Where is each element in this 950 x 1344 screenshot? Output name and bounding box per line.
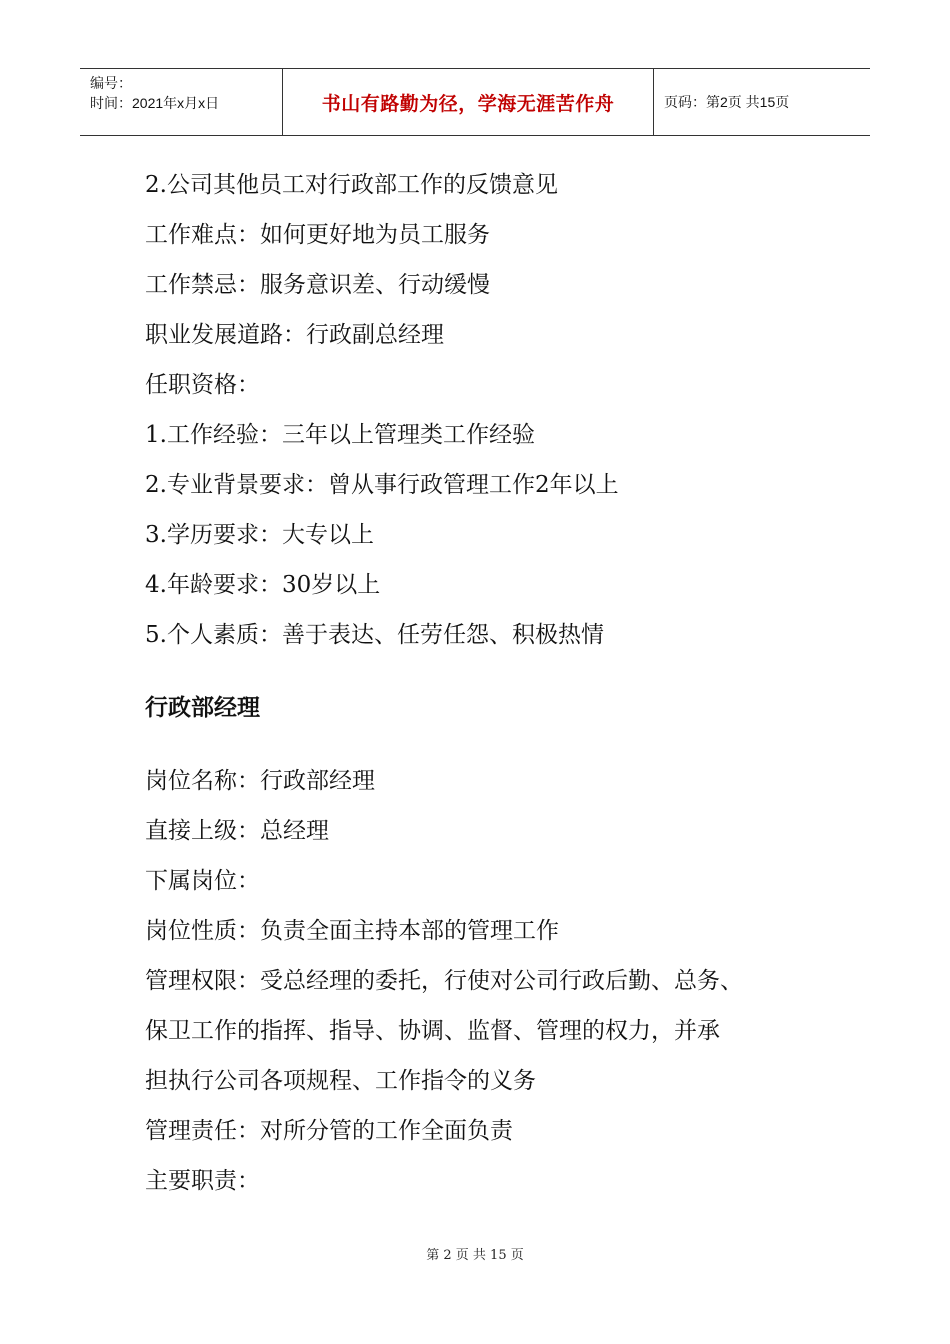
body-line: 保卫工作的指挥、指导、协调、监督、管理的权力，并承: [145, 1018, 720, 1044]
section-heading: 行政部经理: [145, 695, 260, 721]
document-header: [80, 68, 870, 136]
page-footer: 第 2 页 共 15 页: [426, 1248, 524, 1263]
body-line: 5.个人素质：善于表达、任劳任怨、积极热情: [145, 622, 604, 648]
body-line: 岗位性质：负责全面主持本部的管理工作: [145, 918, 559, 944]
body-line: 管理权限：受总经理的委托，行使对公司行政后勤、总务、: [145, 968, 743, 994]
document-number: 编号：: [90, 75, 132, 91]
body-line: 4.年龄要求：30岁以上: [145, 572, 381, 598]
header-meta: [80, 69, 282, 135]
header-page-cell: [654, 69, 870, 135]
body-line: 1.工作经验：三年以上管理类工作经验: [145, 422, 535, 448]
body-line: 下属岗位：: [145, 868, 260, 894]
body-line: 工作禁忌：服务意识差、行动缓慢: [145, 272, 490, 298]
body-line: 直接上级：总经理: [145, 818, 329, 844]
header-motto: 书山有路勤为径，学海无涯苦作舟: [321, 92, 615, 115]
body-line: 任职资格：: [145, 372, 260, 398]
body-line: 3.学历要求：大专以上: [145, 522, 374, 548]
body-line: 工作难点：如何更好地为员工服务: [145, 222, 490, 248]
document-date: 时间：2021年x月x日: [90, 95, 220, 111]
header-motto-cell: [282, 69, 654, 135]
body-line: 2.公司其他员工对行政部工作的反馈意见: [145, 172, 558, 198]
body-line: 岗位名称：行政部经理: [145, 768, 375, 794]
body-line: 2.专业背景要求：曾从事行政管理工作2年以上: [145, 472, 619, 498]
document-body: [145, 160, 845, 1206]
header-page-number: 页码：第2页 共15页: [664, 94, 790, 110]
body-line: 管理责任：对所分管的工作全面负责: [145, 1118, 513, 1144]
body-line: 担执行公司各项规程、工作指令的义务: [145, 1068, 536, 1094]
body-line: 主要职责：: [145, 1168, 260, 1194]
body-line: 职业发展道路：行政副总经理: [145, 322, 444, 348]
